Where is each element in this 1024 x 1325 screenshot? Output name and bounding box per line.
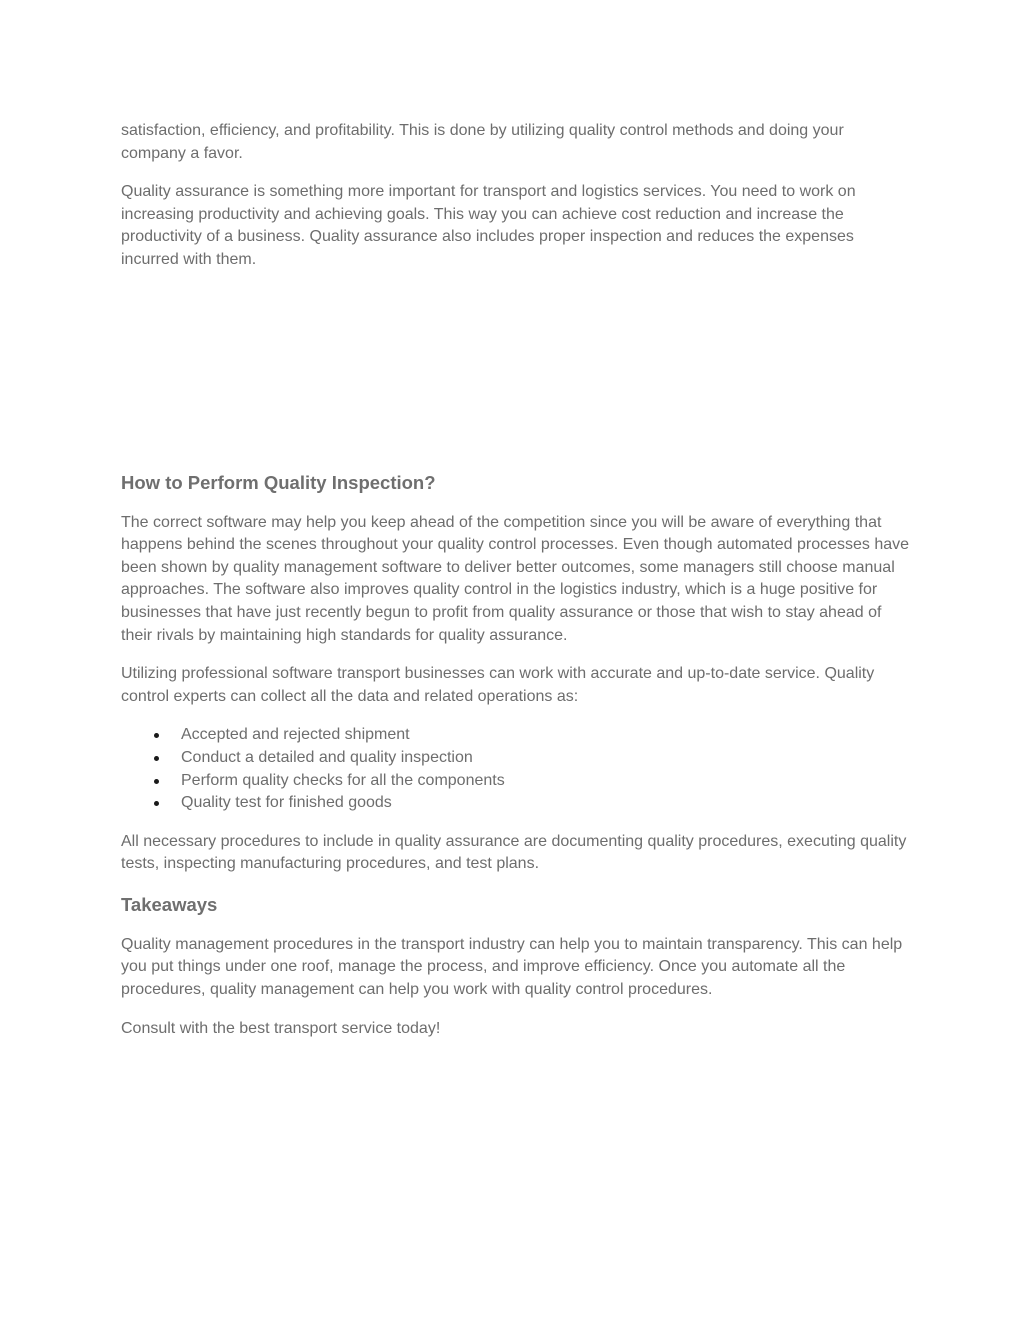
takeaways-paragraph: Quality management procedures in the transport industry can help you to maintain transparency. This can help you put things under one roof, manage the process, and improve efficiency. Once you automate all the procedures, quality management can help you work with quality control procedures.	[121, 935, 903, 999]
list-item-text: Perform quality checks for all the components	[181, 771, 505, 789]
software-paragraph: The correct software may help you keep ahead of the competition since you will be aware of everything that happens behind the scenes throughout your quality control processes. Even though automated processes have been shown by quality management software to deliver better outcomes, some managers still choose manual approaches. The software also improves quality control in the logistics industry, which is a huge positive for businesses that have just recently begun to profit from quality assurance or those that wish to stay ahead of their rivals by maintaining high standards for quality assurance.	[121, 513, 910, 644]
list-item	[121, 724, 911, 747]
bullet-icon	[154, 756, 159, 761]
takeaways-heading: Takeaways	[121, 893, 218, 915]
document-page	[121, 120, 911, 1040]
list-item	[121, 792, 911, 815]
bullet-icon	[154, 779, 159, 784]
inspection-heading: How to Perform Quality Inspection?	[121, 471, 436, 493]
closing-paragraph: Consult with the best transport service today!	[121, 1019, 441, 1037]
bullet-icon	[154, 733, 159, 738]
list-item-text: Conduct a detailed and quality inspection	[181, 748, 473, 766]
intro-continuation-paragraph: satisfaction, efficiency, and profitability. This is done by utilizing quality control methods and doing your company a favor.	[121, 122, 844, 162]
operations-list	[121, 724, 911, 814]
list-item	[121, 747, 911, 770]
bullet-icon	[154, 801, 159, 806]
professional-software-paragraph: Utilizing professional software transport businesses can work with accurate and up-to-date service. Quality control experts can collect all the data and related operations as:	[121, 665, 875, 705]
list-item-text: Quality test for finished goods	[181, 794, 392, 812]
quality-assurance-paragraph: Quality assurance is something more important for transport and logistics services. You need to work on increasing productivity and achieving goals. This way you can achieve cost reduction and increase the productivity of a business. Quality assurance also includes proper inspection and reduces the expenses incurred with them.	[121, 183, 856, 268]
procedures-paragraph: All necessary procedures to include in quality assurance are documenting quality procedures, executing quality tests, inspecting manufacturing procedures, and test plans.	[121, 832, 907, 873]
list-item-text: Accepted and rejected shipment	[181, 726, 410, 744]
list-item	[121, 770, 911, 793]
blank-space	[121, 272, 911, 470]
